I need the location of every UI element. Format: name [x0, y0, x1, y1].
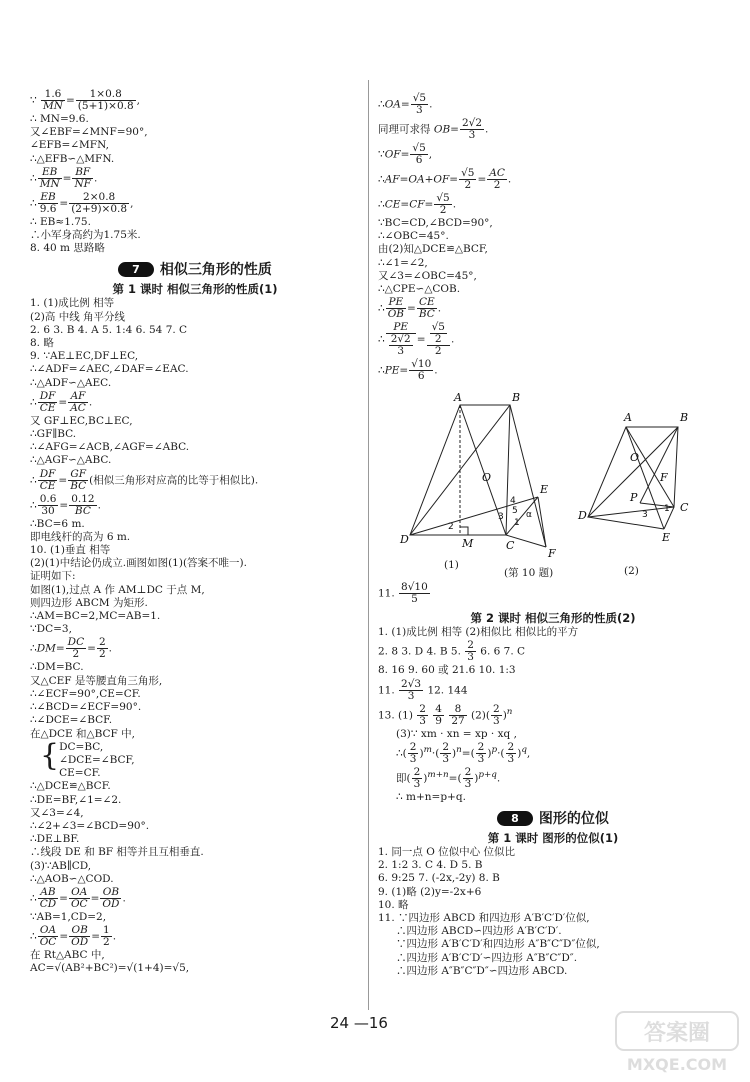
answer-line: ∴ $\frac{OA}{OC}$ = $\frac{OB}{OD}$ = $\frac{1}{2}$ . — [30, 924, 117, 949]
answer-line: ∴∠ECF=90°,CE=CF. — [30, 687, 141, 700]
answer-line: ∴ $\frac{EB}{9.6}$ = $\frac{2\times 0.8}{(2+9)\times 0.8}$ , — [30, 190, 134, 215]
answer-line: 11. $\frac{8√10}{5}$ — [378, 581, 428, 606]
svg-text:E: E — [540, 483, 549, 497]
answer-line: ∴∠1=∠2, — [378, 256, 428, 269]
svg-text:D: D — [578, 509, 587, 523]
answer-line: ∴△ADF∽△AEC. — [30, 376, 112, 389]
answer-line: 1. (1)成比例 相等 (2)相似比 相似比的平方 — [378, 626, 579, 639]
answer-line: ∴ $\frac{AB}{CD}$ = $\frac{OA}{OC}$ = $\frac{OB}{OD}$ . — [30, 885, 126, 910]
answer-line: DC=BC, — [59, 740, 104, 753]
answer-line: 11. $\frac{2√3}{3}$ 12. 144 — [378, 677, 468, 702]
answer-line: ∴ $\frac{DF}{CE}$ = $\frac{GF}{BC}$ (相似三角形对应高的比等于相似比). — [30, 467, 259, 492]
geometry-figure — [378, 389, 728, 579]
svg-text:2: 2 — [448, 522, 454, 533]
svg-text:1: 1 — [664, 504, 670, 515]
svg-text:F: F — [660, 471, 668, 485]
answer-line: ∴四边形 A″B″C″D″∽四边形 ABCD. — [396, 964, 568, 977]
answer-line: ∴GF∥BC. — [30, 428, 77, 441]
figure-1-caption: (1) — [444, 559, 459, 572]
svg-text:P: P — [630, 491, 638, 505]
answer-line: ∴四边形 ABCD∽四边形 A′B′C′D′. — [396, 925, 562, 938]
answer-line: (2)(1)中结论仍成立.画图如图(1)(答案不唯一). — [30, 557, 247, 570]
answer-line: ∠EFB=∠MFN, — [30, 139, 109, 152]
brace-icon: { — [40, 737, 60, 773]
answer-line: ∵四边形 A′B′C′D′和四边形 A″B″C″D″位似, — [396, 938, 600, 951]
answer-line: ∴ $\frac{0.6}{30}$ = $\frac{0.12}{BC}$ . — [30, 492, 101, 517]
answer-line: ∴CE=CF= $\frac{√5}{2}$ . — [378, 192, 457, 216]
answer-line: ∴DE=BF,∠1=∠2. — [30, 793, 122, 806]
answer-line: ∠DCE=∠BCF, — [59, 753, 135, 766]
answer-line: 8. 16 9. 60 或 21.6 10. 1:3 — [378, 664, 516, 677]
answer-line: ∴∠BCD=∠ECF=90°. — [30, 701, 142, 714]
answer-line: ∴ EB≈1.75. — [30, 215, 91, 228]
svg-text:O: O — [630, 451, 640, 465]
answer-line: ∴△CPE∽△COB. — [378, 283, 461, 296]
answer-line: (2)高 中线 角平分线 — [30, 310, 126, 323]
answer-line: 又∠3=∠OBC=45°, — [378, 269, 477, 282]
answer-line: ∴AM=BC=2,MC=AB=1. — [30, 610, 161, 623]
answer-line: ∴DM= $\frac{DC}{2}$ = $\frac{2}{2}$ . — [30, 636, 112, 661]
answer-line: 1. (1)成比例 相等 — [30, 297, 115, 310]
svg-text:B: B — [512, 391, 521, 405]
answer-line: ∵ $\frac{1.6}{MN}$ = $\frac{1\times 0.8}{(5+1)\times 0.8}$ , — [30, 88, 140, 112]
answer-line: ∵AB=1,CD=2, — [30, 910, 107, 923]
svg-text:α: α — [526, 510, 532, 521]
answer-line: ∴ MN=9.6. — [30, 113, 89, 125]
answer-line: ∴AF=OA+OF= $\frac{√5}{2}$ = $\frac{AC}{2}$ . — [378, 167, 512, 191]
answer-line: ∴∠AFG=∠ACB,∠AGF=∠ABC. — [30, 441, 190, 454]
answer-line: ∵BC=CD,∠BCD=90°, — [378, 217, 493, 229]
answer-line: 又∠3=∠4, — [30, 806, 84, 819]
answer-line: 同理可求得 OB= $\frac{2√2}{3}$ . — [378, 117, 489, 141]
section-title: 相似三角形的性质 — [159, 262, 272, 279]
answer-line: ∴ $\frac{EB}{MN}$ = $\frac{BF}{NF}$ . — [30, 165, 98, 190]
answer-line: ∴四边形 A′B′C′D′∽四边形 A″B″C″D″. — [396, 951, 578, 964]
svg-text:D: D — [400, 533, 409, 547]
svg-text:1: 1 — [514, 518, 520, 529]
svg-text:C: C — [506, 539, 515, 553]
answer-line: 如图(1),过点 A 作 AM⊥DC 于点 M, — [30, 583, 205, 596]
figure-2-caption: (2) — [624, 565, 639, 578]
svg-text:A: A — [624, 411, 632, 425]
answer-line: 1. 同一点 O 位似中心 位似比 — [378, 846, 515, 859]
answer-line: 8. 略 — [30, 337, 54, 350]
figure-caption: (第 10 题) — [504, 567, 554, 580]
svg-text:答案圈: 答案圈 — [643, 1021, 711, 1046]
answer-line: ∴∠DCE=∠BCF. — [30, 714, 113, 727]
section-number-badge: 7 — [118, 262, 154, 277]
answer-line: ∴∠OBC=45°. — [378, 230, 449, 243]
answer-line: 11. ∵四边形 ABCD 和四边形 A′B′C′D′位似, — [378, 912, 590, 925]
answer-line: ∴OA= $\frac{√5}{3}$ . — [378, 92, 433, 116]
answer-line: 即( $\frac{2}{3}$ )$^{m+n}$=( $\frac{2}{3}$ )$^{p+q}$. — [396, 765, 501, 790]
svg-text:M: M — [462, 537, 474, 551]
answer-line: ∴ m+n=p+q. — [396, 790, 466, 803]
answer-line: ∴∠2+∠3=∠BCD=90°. — [30, 819, 150, 832]
section-heading-8 — [378, 808, 728, 828]
answer-line: 10. (1)垂直 相等 — [30, 544, 111, 557]
answer-line: ∴DE⊥BF. — [30, 833, 80, 846]
answer-line: 6. 9:25 7. (-2x,-2y) 8. B — [378, 872, 500, 885]
section-number-badge: 8 — [497, 811, 533, 826]
answer-line: 8. 40 m 思路略 — [30, 242, 105, 255]
answer-line: (3)∵AB∥CD, — [30, 859, 92, 872]
answer-line: (3)∵ xm · xn = xp · xq , — [396, 727, 517, 740]
svg-text:O: O — [482, 471, 492, 485]
answer-line: ∴ $\frac{PE}{OB}$ = $\frac{CE}{BC}$ . — [378, 296, 442, 321]
answer-line: 2. 8 3. D 4. B 5. $\frac{2}{3}$ 6. 6 7. C — [378, 639, 526, 664]
section-heading-7 — [30, 259, 360, 279]
answer-line: 又△CEF 是等腰直角三角形, — [30, 674, 163, 687]
system-of-conditions — [40, 737, 360, 781]
answer-line: ∴( $\frac{2}{3}$ )$^m$·( $\frac{2}{3}$ )$^n$=( $\frac{2}{3}$ )$^p$·( $\frac{2}{3}$ )$^q$, — [396, 740, 531, 765]
answer-line: ∴BC=6 m. — [30, 517, 85, 530]
answer-line: 证明如下: — [30, 570, 76, 583]
watermark-logo — [612, 1008, 742, 1076]
svg-text:B: B — [680, 411, 689, 425]
answer-line: ∵OF= $\frac{√5}{6}$ , — [378, 142, 433, 166]
answer-line: ∴ $\frac{DF}{CE}$ = $\frac{AF}{AC}$ . — [30, 389, 93, 414]
answer-line: 由(2)知△DCE≌△BCF, — [378, 243, 488, 256]
answer-line: 9. ∵AE⊥EC,DF⊥EC, — [30, 350, 139, 363]
lesson-title: 第 2 课时 相似三角形的性质(2) — [470, 611, 636, 626]
answer-line: CE=CF. — [59, 767, 101, 780]
answer-line: ∴△EFB∽△MFN. — [30, 152, 115, 165]
lesson-title: 第 1 课时 图形的位似(1) — [487, 831, 619, 846]
lesson-title: 第 1 课时 相似三角形的性质(1) — [112, 282, 278, 297]
answer-line: ∴ $\frac{PE}{\frac{2√2}{3}}$ = $\frac{\frac{√5}{2}}{2}$ . — [378, 321, 455, 358]
svg-text:A: A — [454, 391, 462, 405]
answer-line: 则四边形 ABCM 为矩形. — [30, 596, 148, 609]
answer-line: 2. 6 3. B 4. A 5. 1:4 6. 54 7. C — [30, 323, 188, 336]
svg-text:5: 5 — [512, 506, 518, 517]
answer-line: ∵DC=3, — [30, 623, 72, 636]
svg-text:3: 3 — [642, 510, 648, 521]
svg-text:E: E — [662, 531, 671, 545]
answer-line: 即电线杆的高为 6 m. — [30, 530, 131, 543]
answer-line: 2. 1:2 3. C 4. D 5. B — [378, 859, 483, 872]
answer-line: ∴△AOB∽△COD. — [30, 872, 114, 885]
answer-line: 在 Rt△ABC 中, — [30, 949, 105, 962]
answer-line: AC=√(AB²+BC²)=√(1+4)=√5, — [30, 962, 190, 975]
svg-text:3: 3 — [498, 512, 504, 523]
answer-line: ∴△DCE≌△BCF. — [30, 780, 111, 793]
answer-line: ∴DM=BC. — [30, 661, 84, 674]
column-divider — [368, 80, 369, 1010]
right-column — [378, 92, 728, 978]
left-column — [30, 88, 360, 976]
page-number: 24 —16 — [330, 1014, 388, 1032]
answer-line: 10. 略 — [378, 898, 409, 911]
answer-line: 又∠EBF=∠MNF=90°, — [30, 126, 148, 139]
answer-line: ∴∠ADF=∠AEC,∠DAF=∠EAC. — [30, 363, 189, 376]
answer-line: 9. (1)略 (2)y=-2x+6 — [378, 885, 482, 898]
svg-text:MXQE.COM: MXQE.COM — [626, 1055, 728, 1074]
answer-line: ∴PE= $\frac{√10}{6}$ . — [378, 358, 438, 383]
answer-line: ∴小军身高约为1.75米. — [30, 229, 141, 242]
svg-text:4: 4 — [510, 496, 516, 507]
figure-question-10 — [378, 389, 728, 579]
answer-line: 在△DCE 和△BCF 中, — [30, 727, 136, 740]
answer-line: 13. (1) $\frac{2}{3}$ $\frac{4}{9}$ $\frac{8}{27}$ (2)( $\frac{2}{3}$ )$^n$ — [378, 702, 513, 727]
section-title: 图形的位似 — [538, 811, 609, 828]
svg-text:C: C — [680, 501, 689, 515]
answer-line: ∴△AGF∽△ABC. — [30, 454, 112, 467]
answer-line: ∴线段 DE 和 BF 相等并且互相垂直. — [30, 846, 204, 859]
svg-text:F: F — [548, 547, 556, 561]
answer-line: 又 GF⊥EC,BC⊥EC, — [30, 414, 133, 427]
